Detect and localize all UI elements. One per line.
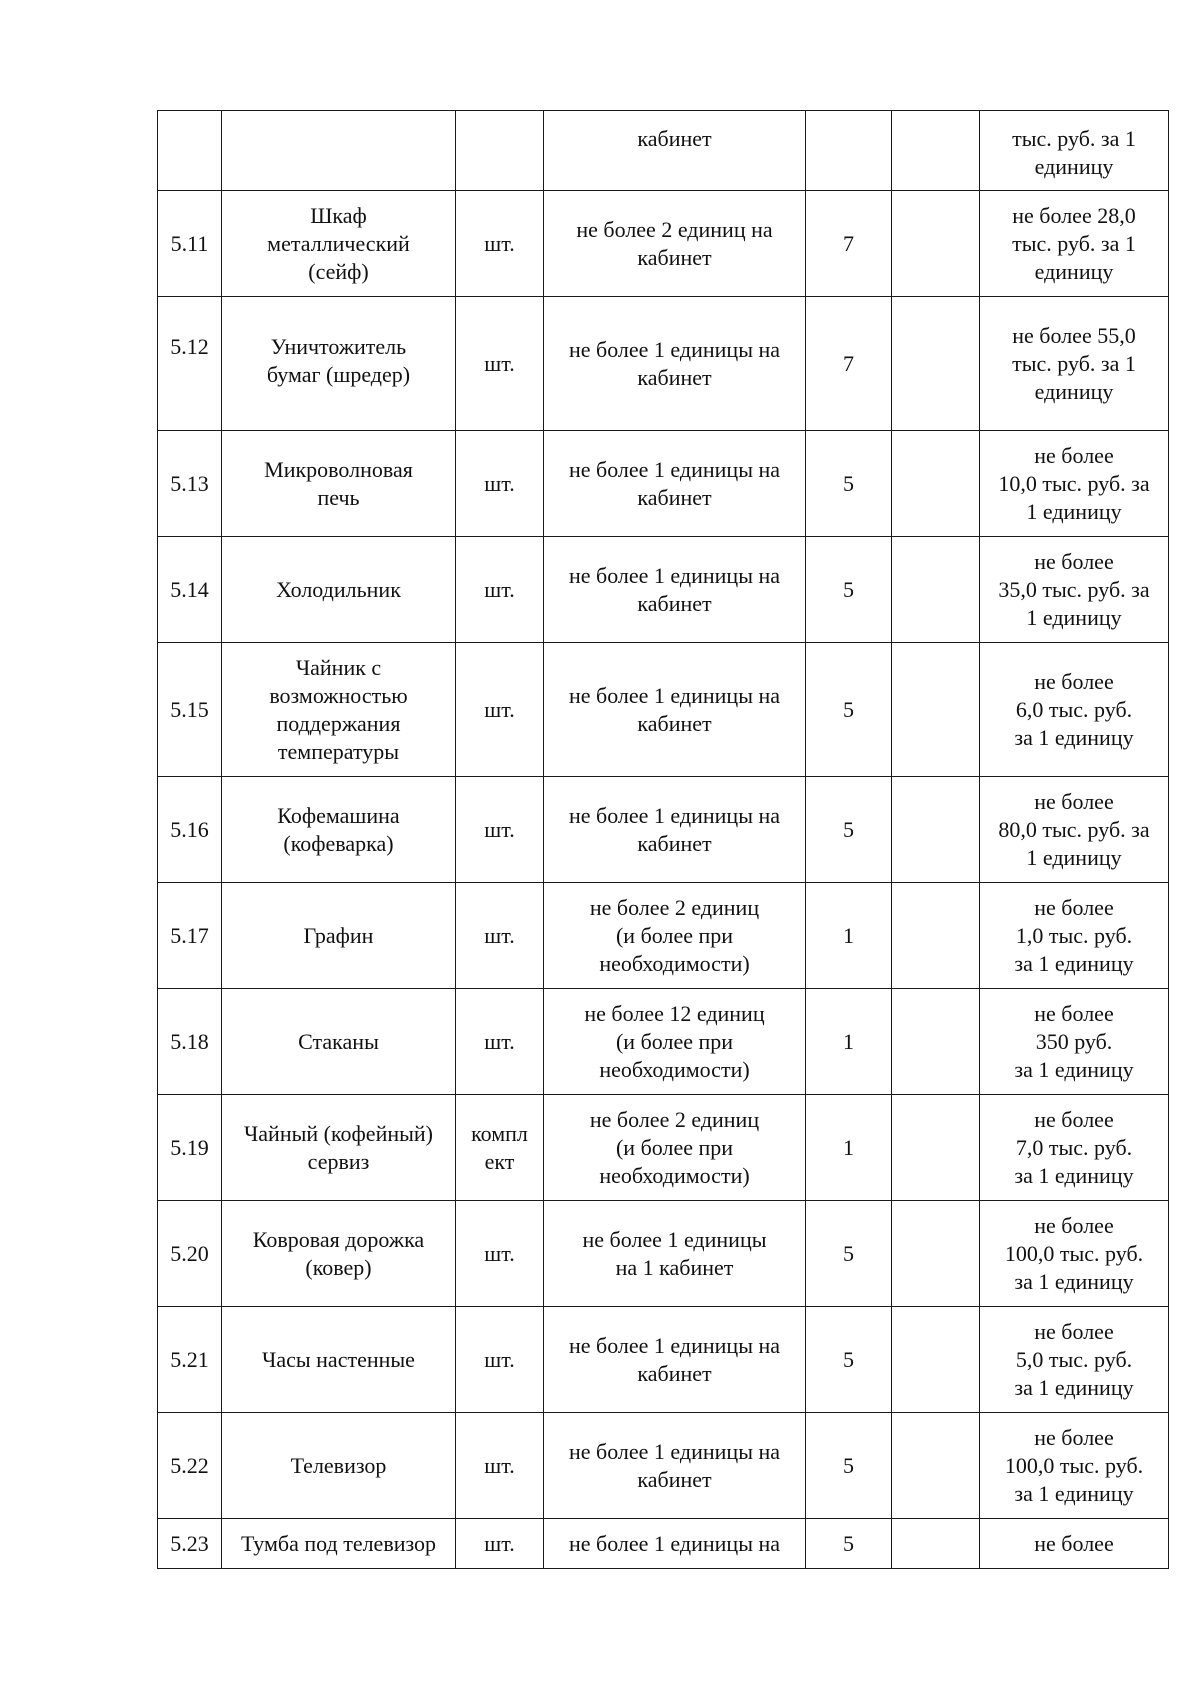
item-unit: шт. bbox=[456, 883, 544, 989]
item-service-life: 1 bbox=[806, 1095, 892, 1201]
item-unit: шт. bbox=[456, 191, 544, 297]
table-row bbox=[158, 1519, 1169, 1569]
item-unit: компл ект bbox=[456, 1095, 544, 1201]
item-number: 5.16 bbox=[158, 777, 222, 883]
table-row bbox=[158, 191, 1169, 297]
item-number: 5.22 bbox=[158, 1413, 222, 1519]
item-extra bbox=[892, 1201, 980, 1307]
item-extra bbox=[892, 1519, 980, 1569]
item-name: Шкаф металлический (сейф) bbox=[222, 191, 456, 297]
item-extra bbox=[892, 191, 980, 297]
norms-table bbox=[157, 110, 1169, 1569]
item-price-limit: тыс. руб. за 1 единицу bbox=[980, 111, 1169, 191]
item-service-life: 5 bbox=[806, 1201, 892, 1307]
item-number: 5.19 bbox=[158, 1095, 222, 1201]
item-price-limit: не более 1,0 тыс. руб. за 1 единицу bbox=[980, 883, 1169, 989]
item-name: Графин bbox=[222, 883, 456, 989]
item-unit: шт. bbox=[456, 1413, 544, 1519]
item-number: 5.12 bbox=[158, 297, 222, 431]
table-row bbox=[158, 1307, 1169, 1413]
item-service-life: 5 bbox=[806, 777, 892, 883]
item-price-limit: не более 28,0 тыс. руб. за 1 единицу bbox=[980, 191, 1169, 297]
item-unit: шт. bbox=[456, 643, 544, 777]
item-unit: шт. bbox=[456, 1519, 544, 1569]
item-price-limit: не более 5,0 тыс. руб. за 1 единицу bbox=[980, 1307, 1169, 1413]
item-name: Микроволновая печь bbox=[222, 431, 456, 537]
item-service-life: 7 bbox=[806, 191, 892, 297]
item-number: 5.14 bbox=[158, 537, 222, 643]
item-unit: шт. bbox=[456, 777, 544, 883]
item-price-limit: не более 350 руб. за 1 единицу bbox=[980, 989, 1169, 1095]
item-number: 5.20 bbox=[158, 1201, 222, 1307]
item-unit bbox=[456, 111, 544, 191]
item-quantity-norm: не более 2 единиц (и более при необходимости) bbox=[544, 883, 806, 989]
item-extra bbox=[892, 989, 980, 1095]
table-row bbox=[158, 1201, 1169, 1307]
item-quantity-norm: не более 1 единицы на кабинет bbox=[544, 297, 806, 431]
table-row bbox=[158, 297, 1169, 431]
item-number: 5.11 bbox=[158, 191, 222, 297]
item-number: 5.15 bbox=[158, 643, 222, 777]
item-extra bbox=[892, 777, 980, 883]
item-price-limit: не более 10,0 тыс. руб. за 1 единицу bbox=[980, 431, 1169, 537]
item-service-life: 5 bbox=[806, 643, 892, 777]
item-quantity-norm: не более 1 единицы на кабинет bbox=[544, 1413, 806, 1519]
table-row bbox=[158, 989, 1169, 1095]
item-number: 5.18 bbox=[158, 989, 222, 1095]
item-service-life: 5 bbox=[806, 1413, 892, 1519]
item-unit: шт. bbox=[456, 1201, 544, 1307]
item-service-life: 1 bbox=[806, 883, 892, 989]
item-quantity-norm: не более 1 единицы на bbox=[544, 1519, 806, 1569]
item-price-limit: не более 100,0 тыс. руб. за 1 единицу bbox=[980, 1413, 1169, 1519]
item-extra bbox=[892, 643, 980, 777]
item-price-limit: не более 55,0 тыс. руб. за 1 единицу bbox=[980, 297, 1169, 431]
item-name: Часы настенные bbox=[222, 1307, 456, 1413]
item-quantity-norm: не более 12 единиц (и более при необходимости) bbox=[544, 989, 806, 1095]
item-number: 5.13 bbox=[158, 431, 222, 537]
item-name: Уничтожитель бумаг (шредер) bbox=[222, 297, 456, 431]
item-name: Чайный (кофейный) сервиз bbox=[222, 1095, 456, 1201]
item-unit: шт. bbox=[456, 989, 544, 1095]
item-extra bbox=[892, 1307, 980, 1413]
table-row bbox=[158, 643, 1169, 777]
item-price-limit: не более 100,0 тыс. руб. за 1 единицу bbox=[980, 1201, 1169, 1307]
item-price-limit: не более 80,0 тыс. руб. за 1 единицу bbox=[980, 777, 1169, 883]
table-row bbox=[158, 537, 1169, 643]
item-name: Кофемашина (кофеварка) bbox=[222, 777, 456, 883]
item-quantity-norm: не более 1 единицы на кабинет bbox=[544, 431, 806, 537]
item-quantity-norm: кабинет bbox=[544, 111, 806, 191]
item-number: 5.23 bbox=[158, 1519, 222, 1569]
table-row bbox=[158, 111, 1169, 191]
item-name: Холодильник bbox=[222, 537, 456, 643]
item-extra bbox=[892, 1413, 980, 1519]
item-service-life: 7 bbox=[806, 297, 892, 431]
item-number: 5.21 bbox=[158, 1307, 222, 1413]
table-row bbox=[158, 883, 1169, 989]
item-number: 5.17 bbox=[158, 883, 222, 989]
item-quantity-norm: не более 1 единицы на кабинет bbox=[544, 777, 806, 883]
item-service-life: 5 bbox=[806, 431, 892, 537]
item-number bbox=[158, 111, 222, 191]
item-extra bbox=[892, 111, 980, 191]
item-unit: шт. bbox=[456, 431, 544, 537]
item-service-life: 1 bbox=[806, 989, 892, 1095]
item-extra bbox=[892, 537, 980, 643]
item-quantity-norm: не более 1 единицы на кабинет bbox=[544, 643, 806, 777]
item-service-life: 5 bbox=[806, 1519, 892, 1569]
item-unit: шт. bbox=[456, 1307, 544, 1413]
item-name: Телевизор bbox=[222, 1413, 456, 1519]
item-name bbox=[222, 111, 456, 191]
item-service-life: 5 bbox=[806, 537, 892, 643]
table-row bbox=[158, 777, 1169, 883]
item-price-limit: не более 35,0 тыс. руб. за 1 единицу bbox=[980, 537, 1169, 643]
table-row bbox=[158, 431, 1169, 537]
item-quantity-norm: не более 1 единицы на кабинет bbox=[544, 537, 806, 643]
item-price-limit: не более 6,0 тыс. руб. за 1 единицу bbox=[980, 643, 1169, 777]
item-extra bbox=[892, 431, 980, 537]
item-unit: шт. bbox=[456, 537, 544, 643]
item-name: Чайник с возможностью поддержания температуры bbox=[222, 643, 456, 777]
item-service-life bbox=[806, 111, 892, 191]
table-row bbox=[158, 1095, 1169, 1201]
item-unit: шт. bbox=[456, 297, 544, 431]
item-extra bbox=[892, 883, 980, 989]
item-name: Стаканы bbox=[222, 989, 456, 1095]
item-price-limit: не более bbox=[980, 1519, 1169, 1569]
item-name: Тумба под телевизор bbox=[222, 1519, 456, 1569]
item-quantity-norm: не более 2 единиц на кабинет bbox=[544, 191, 806, 297]
item-quantity-norm: не более 2 единиц (и более при необходимости) bbox=[544, 1095, 806, 1201]
table-row bbox=[158, 1413, 1169, 1519]
item-quantity-norm: не более 1 единицы на кабинет bbox=[544, 1307, 806, 1413]
item-quantity-norm: не более 1 единицы на 1 кабинет bbox=[544, 1201, 806, 1307]
item-extra bbox=[892, 297, 980, 431]
item-price-limit: не более 7,0 тыс. руб. за 1 единицу bbox=[980, 1095, 1169, 1201]
item-extra bbox=[892, 1095, 980, 1201]
item-name: Ковровая дорожка (ковер) bbox=[222, 1201, 456, 1307]
item-service-life: 5 bbox=[806, 1307, 892, 1413]
